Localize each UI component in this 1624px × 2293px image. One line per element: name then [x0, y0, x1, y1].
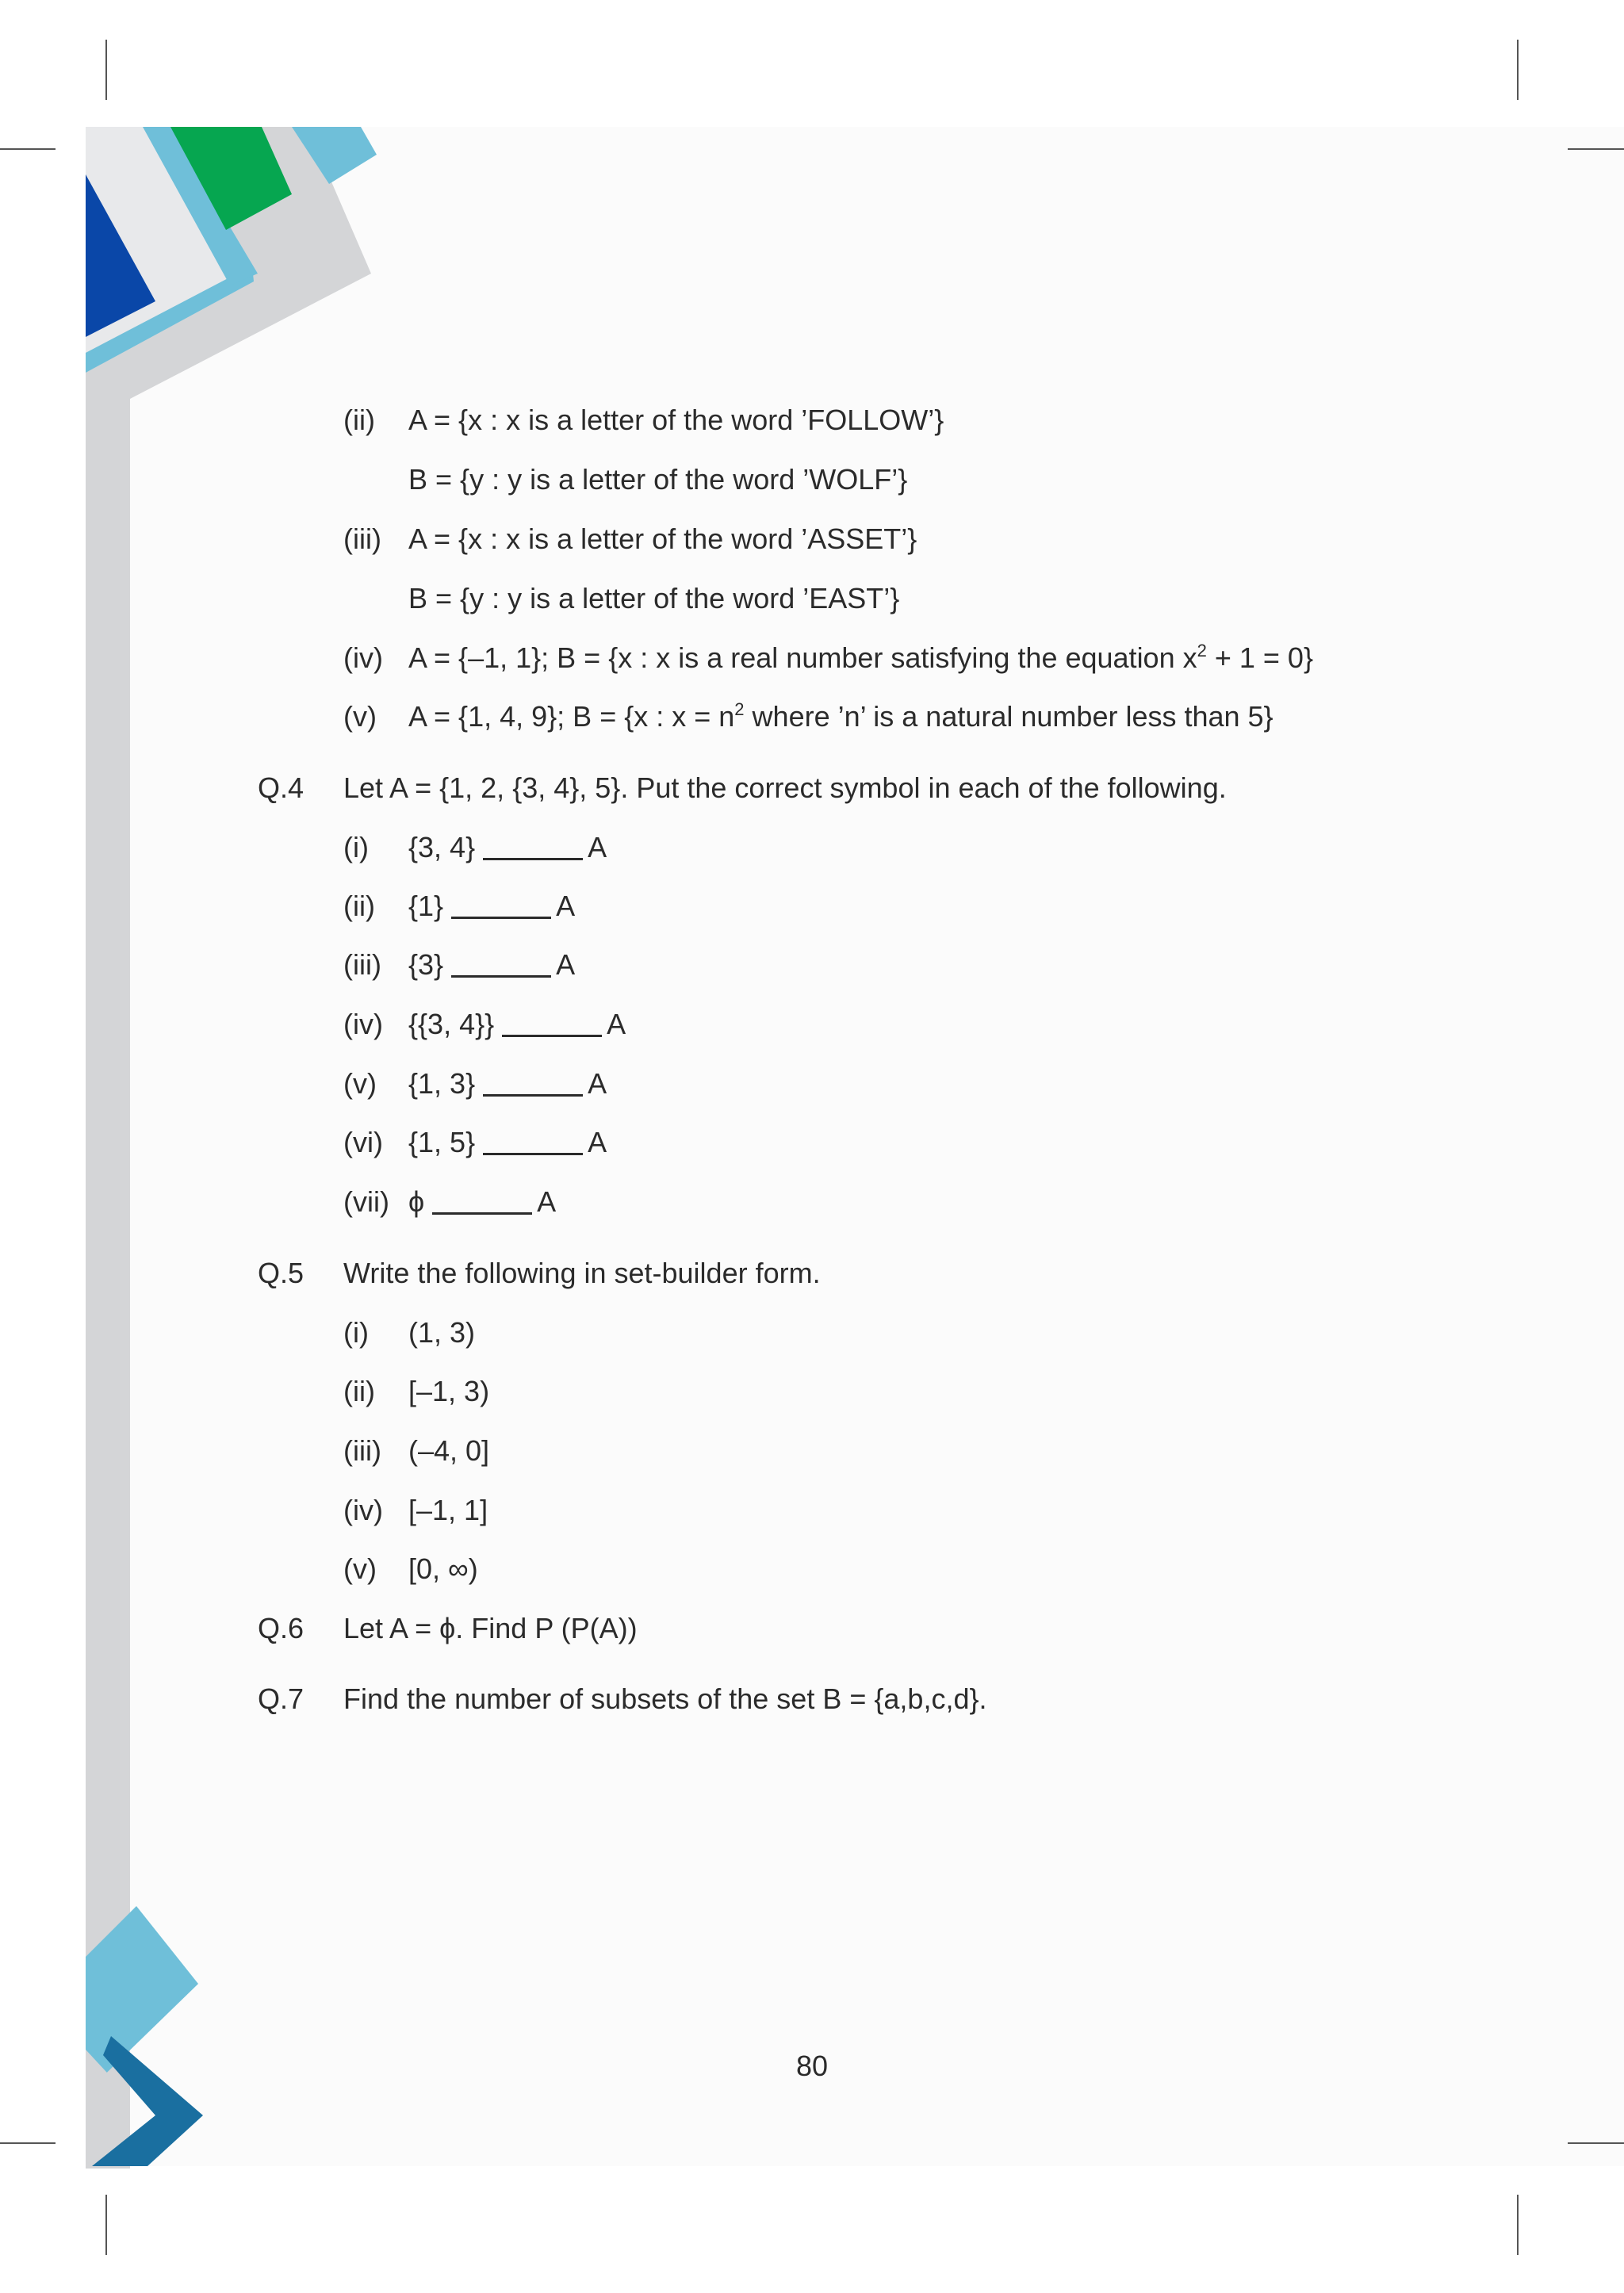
- item-target: A: [556, 890, 576, 922]
- question-text: Write the following in set-builder form.: [343, 1257, 821, 1289]
- item-target: A: [588, 1126, 607, 1158]
- crop-mark: [0, 148, 56, 150]
- item-set: {3}: [408, 948, 444, 981]
- crop-mark: [1568, 148, 1624, 150]
- item-set: {1}: [408, 890, 444, 922]
- part-number: (iv): [343, 641, 383, 674]
- question-text: Let A = {1, 2, {3, 4}, 5}. Put the correct symbol in each of the following.: [343, 771, 1227, 804]
- crop-mark: [1568, 2142, 1624, 2144]
- part-number: (iii): [343, 1434, 381, 1467]
- item-target: A: [556, 948, 576, 981]
- question-number: Q.7: [258, 1682, 304, 1715]
- sets-definition: A = {1, 4, 9}; B = {x : $x = n^2$ where ’n’ is a natural number less than 5}: [408, 699, 1274, 733]
- answer-blank[interactable]: [483, 1129, 583, 1155]
- answer-blank[interactable]: [502, 1011, 602, 1037]
- part-number: (iii): [343, 948, 381, 981]
- interval: (1, 3): [408, 1316, 476, 1349]
- part-number: (iv): [343, 1008, 383, 1040]
- interval: (–4, 0]: [408, 1434, 490, 1467]
- question-number: Q.4: [258, 771, 304, 804]
- item-set: {1, 5}: [408, 1126, 476, 1158]
- item-target: A: [607, 1008, 626, 1040]
- item-target: A: [588, 831, 607, 863]
- interval: [–1, 3): [408, 1375, 490, 1407]
- item-set: ϕ: [408, 1185, 425, 1218]
- set-b-definition: B = {y : y is a letter of the word ’EAST’}: [408, 582, 900, 614]
- part-number: (i): [343, 1316, 369, 1349]
- page-number: 80: [795, 2050, 829, 2082]
- answer-blank[interactable]: [451, 951, 551, 978]
- question-text: Find the number of subsets of the set B = {a,b,c,d}.: [343, 1682, 987, 1715]
- crop-mark: [1517, 40, 1519, 100]
- item-set: {3, 4}: [408, 831, 476, 863]
- part-number: (iv): [343, 1494, 383, 1526]
- sets-definition: A = {–1, 1}; B = {x : x is a real number satisfying the equation $x^2 + 1 = 0$}: [408, 641, 1313, 674]
- crop-mark: [0, 2142, 56, 2144]
- part-number: (ii): [343, 1375, 375, 1407]
- part-number: (v): [343, 1552, 377, 1585]
- part-number: (ii): [343, 890, 375, 922]
- crop-mark: [1517, 2195, 1519, 2255]
- part-number: (v): [343, 1067, 377, 1100]
- left-margin-band: [86, 127, 130, 2169]
- answer-blank[interactable]: [432, 1189, 532, 1215]
- answer-blank[interactable]: [483, 834, 583, 860]
- part-number: (v): [343, 700, 377, 733]
- part-number: (vii): [343, 1185, 389, 1218]
- crop-mark: [105, 40, 107, 100]
- item-set: {{3, 4}}: [408, 1008, 495, 1040]
- item-target: A: [588, 1067, 607, 1100]
- interval: [0, ∞): [408, 1552, 478, 1585]
- answer-blank[interactable]: [451, 893, 551, 919]
- set-a-definition: A = {x : x is a letter of the word ’ASSET’}: [408, 523, 917, 555]
- question-text: Let A = ϕ. Find P (P(A)): [343, 1612, 638, 1644]
- part-number: (vi): [343, 1126, 383, 1158]
- interval: [–1, 1]: [408, 1494, 488, 1526]
- answer-blank[interactable]: [483, 1070, 583, 1097]
- item-target: A: [537, 1185, 557, 1218]
- question-number: Q.6: [258, 1612, 304, 1644]
- set-b-definition: B = {y : y is a letter of the word ’WOLF’}: [408, 463, 908, 496]
- part-number: (ii): [343, 404, 375, 436]
- item-set: {1, 3}: [408, 1067, 476, 1100]
- crop-mark: [105, 2195, 107, 2255]
- question-number: Q.5: [258, 1257, 304, 1289]
- part-number: (i): [343, 831, 369, 863]
- set-a-definition: A = {x : x is a letter of the word ’FOLLOW’}: [408, 404, 944, 436]
- part-number: (iii): [343, 523, 381, 555]
